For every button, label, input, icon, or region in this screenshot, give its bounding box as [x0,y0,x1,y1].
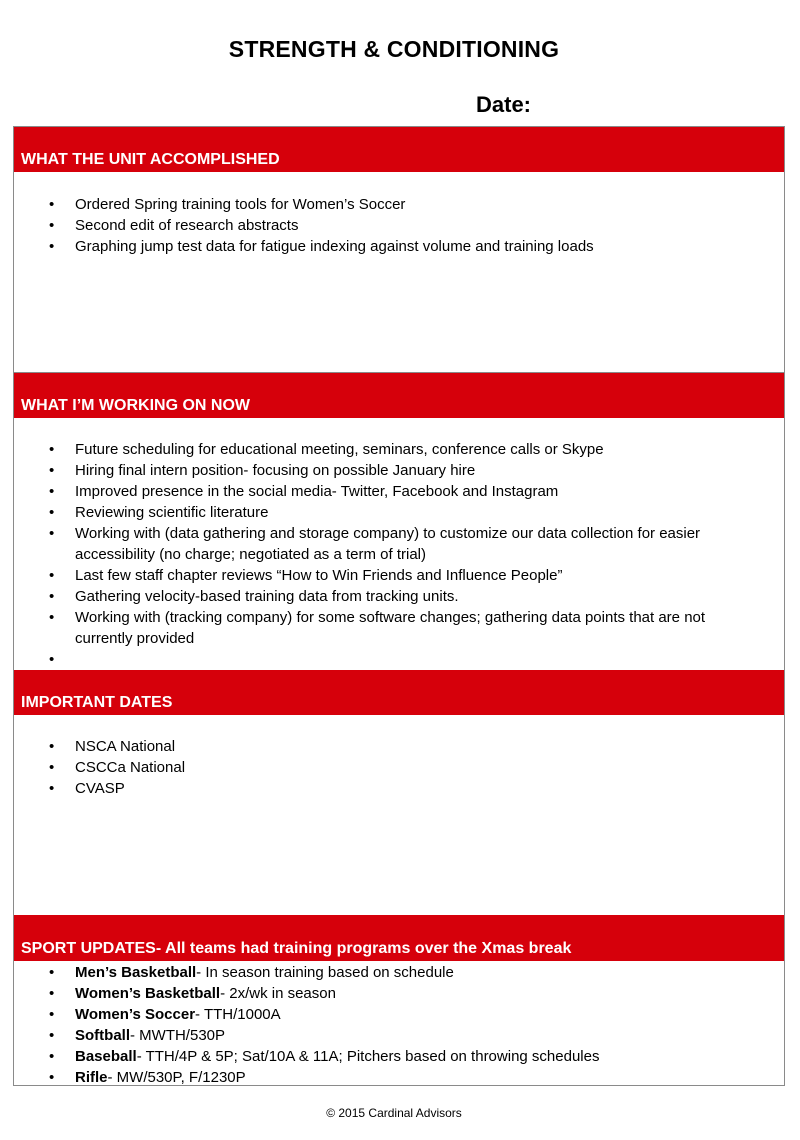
working-list [14,439,784,670]
section-heading: WHAT I’M WORKING ON NOW [21,397,250,414]
list-item [14,983,784,1004]
sport-detail: - In season training based on schedule [196,964,454,981]
list-item [14,1004,784,1025]
sport-name: Men’s Basketball [75,964,197,981]
section-body-working [14,418,784,671]
list-item: • NSCA National [14,736,784,757]
section-heading: WHAT THE UNIT ACCOMPLISHED [21,151,280,168]
report-frame [13,126,785,1086]
list-item: • Gathering velocity-based training data from tracking units. [14,586,784,607]
sport-name: Women’s Basketball [75,985,221,1002]
list-item [14,1046,784,1067]
sport-name: Softball [75,1027,130,1044]
sports-list [14,962,784,1088]
section-header-working [14,373,784,418]
list-item: • CVASP [14,778,784,799]
list-item [14,1067,784,1088]
sport-name: Baseball [75,1048,137,1065]
section-header-sports [14,915,784,961]
list-item [14,649,784,670]
list-item: • Hiring final intern position- focusing on possible January hire [14,460,784,481]
list-item: • Future scheduling for educational meeting, seminars, conference calls or Skype [14,439,784,460]
list-item: • Ordered Spring training tools for Women’s Soccer [14,194,784,215]
sport-detail: - TTH/1000A [195,1006,281,1023]
sport-name: Women’s Soccer [75,1006,196,1023]
list-item: • Reviewing scientific literature [14,502,784,523]
sport-detail: - MW/530P, F/1230P [107,1069,246,1086]
list-item: • Improved presence in the social media- Twitter, Facebook and Instagram [14,481,784,502]
section-header-accomplished [14,127,784,172]
date-label: Date: [476,92,532,117]
accomplished-list [14,194,784,257]
sport-detail: - 2x/wk in season [220,985,336,1002]
footer-copyright: © 2015 Cardinal Advisors [326,1106,462,1120]
section-heading: SPORT UPDATES- All teams had training programs over the Xmas break [21,940,572,957]
sport-detail: - TTH/4P & 5P; Sat/10A & 11A; Pitchers based on throwing schedules [136,1048,600,1065]
section-header-dates [14,670,784,715]
list-item: • Second edit of research abstracts [14,215,784,236]
document-title: STRENGTH & CONDITIONING [228,36,560,62]
list-item: • CSCCa National [14,757,784,778]
sport-detail: - MWTH/530P [130,1027,226,1044]
section-heading: IMPORTANT DATES [21,694,173,711]
list-item [14,1025,784,1046]
dates-list [14,736,784,799]
list-item: • Graphing jump test data for fatigue indexing against volume and training loads [14,236,784,257]
section-body-dates [14,715,784,916]
list-item [14,962,784,983]
list-item: • Working with (tracking company) for some software changes; gathering data points that are not currently provided [14,607,784,649]
section-body-sports [14,961,784,1085]
section-body-accomplished [14,172,784,373]
sport-name: Rifle [75,1069,108,1086]
list-item: • Working with (data gathering and storage company) to customize our data collection for easier accessibility (no charge; negotiated as a term of trial) [14,523,784,565]
list-item: • Last few staff chapter reviews “How to Win Friends and Influence People” [14,565,784,586]
